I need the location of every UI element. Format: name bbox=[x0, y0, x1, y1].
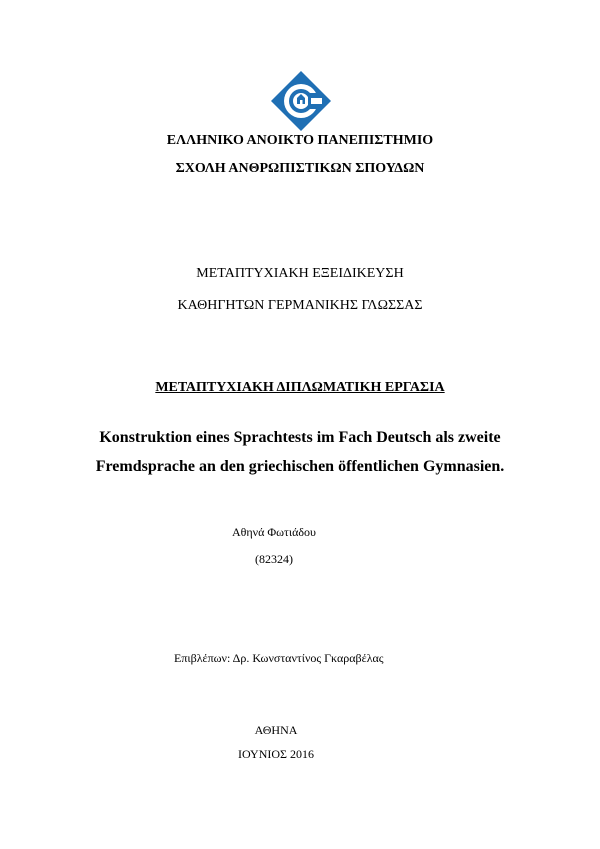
city: ΑΘΗΝΑ bbox=[254, 723, 298, 737]
thesis-type-heading: ΜΕΤΑΠΤΥΧΙΑΚΗ ΔΙΠΛΩΜΑΤΙΚΗ ΕΡΓΑΣΙΑ bbox=[155, 380, 445, 395]
program-name-line1: ΜΕΤΑΠΤΥΧΙΑΚΗ ΕΞΕΙΔΙΚΕΥΣΗ bbox=[196, 266, 404, 281]
university-name: ΕΛΛΗΝΙΚΟ ΑΝΟΙΚΤΟ ΠΑΝΕΠΙΣΤΗΜΙΟ bbox=[166, 133, 434, 148]
thesis-title-line1: Konstruktion eines Sprachtests im Fach Deutsch als zweite bbox=[99, 429, 501, 446]
thesis-title-line2: Fremdsprache an den griechischen öffentlichen Gymnasien. bbox=[95, 458, 505, 475]
author-name: Αθηνά Φωτιάδου bbox=[231, 525, 316, 539]
student-id: (82324) bbox=[255, 552, 293, 566]
school-name: ΣΧΟΛΗ ΑΝΘΡΩΠΙΣΤΙΚΩΝ ΣΠΟΥΔΩΝ bbox=[175, 161, 425, 176]
program-name-line2: ΚΑΘΗΓΗΤΩΝ ΓΕΡΜΑΝΙΚΗΣ ΓΛΩΣΣΑΣ bbox=[177, 298, 423, 313]
submission-date: ΙΟΥΝΙΟΣ 2016 bbox=[237, 747, 315, 761]
eap-university-logo-icon bbox=[271, 71, 331, 131]
supervisor-line: Επιβλέπων: Δρ. Κωνσταντίνος Γκαραβέλας bbox=[174, 651, 384, 665]
